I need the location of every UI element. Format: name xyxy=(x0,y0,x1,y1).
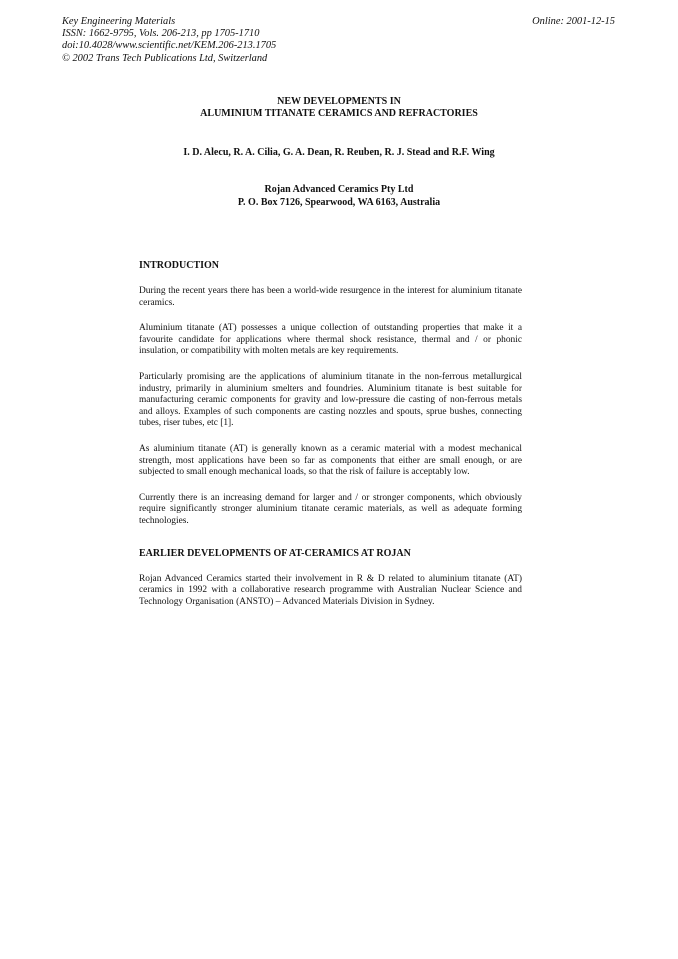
paragraph: Particularly promising are the applications of aluminium titanate in the non-ferrous metallurgical industry, primarily in aluminium smelters and foundries. Aluminium titanate is best suitable for manufacturing ceramic components for gravity and low-pressure die casting of non-ferrous metals and alloys. Examples of such components are casting nozzles and spouts, sprue bushes, connecting tubes, riser tubes, etc [1]. xyxy=(139,371,522,429)
paragraph: Aluminium titanate (AT) possesses a unique collection of outstanding properties that make it a favourite candidate for applications where thermal shock resistance, thermal and / or phonic insulation, or compatibility with molten metals are key requirements. xyxy=(139,323,522,357)
paragraph: Rojan Advanced Ceramics started their involvement in R & D related to aluminium titanate (AT) ceramics in 1992 with a collaborative research programme with Australian Nuclear Science and Technology Organisation (ANSTO) – Advanced Materials Division in Sydney. xyxy=(139,573,522,607)
copyright-line: © 2002 Trans Tech Publications Ltd, Switzerland xyxy=(62,52,268,64)
section-heading-earlier-developments: EARLIER DEVELOPMENTS OF AT-CERAMICS AT ROJAN xyxy=(139,547,411,559)
authors: I. D. Alecu, R. A. Cilia, G. A. Dean, R. Reuben, R. J. Stead and R.F. Wing xyxy=(183,147,495,158)
affiliation-line-2: P. O. Box 7126, Spearwood, WA 6163, Australia xyxy=(237,196,441,208)
affiliation-line-1: Rojan Advanced Ceramics Pty Ltd xyxy=(264,184,414,195)
title-line-2: ALUMINIUM TITANATE CERAMICS AND REFRACTORIES xyxy=(200,108,478,120)
title-line-1: NEW DEVELOPMENTS IN xyxy=(277,96,401,107)
body-content xyxy=(139,260,522,622)
online-date: Online: 2001-12-15 xyxy=(532,16,615,27)
paragraph: During the recent years there has been a world-wide resurgence in the interest for aluminium titanate ceramics. xyxy=(139,286,522,308)
doi-line: doi:10.4028/www.scientific.net/KEM.206-213.1705 xyxy=(62,40,277,52)
journal-name: Key Engineering Materials xyxy=(62,16,176,27)
paragraph: Currently there is an increasing demand for larger and / or stronger components, which obviously require significantly stronger aluminium titanate ceramic materials, as well as adequate forming technologies. xyxy=(139,492,522,526)
affiliation xyxy=(0,184,678,209)
paragraph: As aluminium titanate (AT) is generally known as a ceramic material with a modest mechanical strength, most applications have been so far as components that either are small enough, or are subjected to small enough mechanical loads, so that the risk of failure is acceptably low. xyxy=(139,443,522,478)
journal-header xyxy=(62,16,276,65)
section-heading-introduction: INTRODUCTION xyxy=(139,260,220,271)
issn-line: ISSN: 1662-9795, Vols. 206-213, pp 1705-1710 xyxy=(62,28,260,40)
paper-title xyxy=(0,96,678,121)
